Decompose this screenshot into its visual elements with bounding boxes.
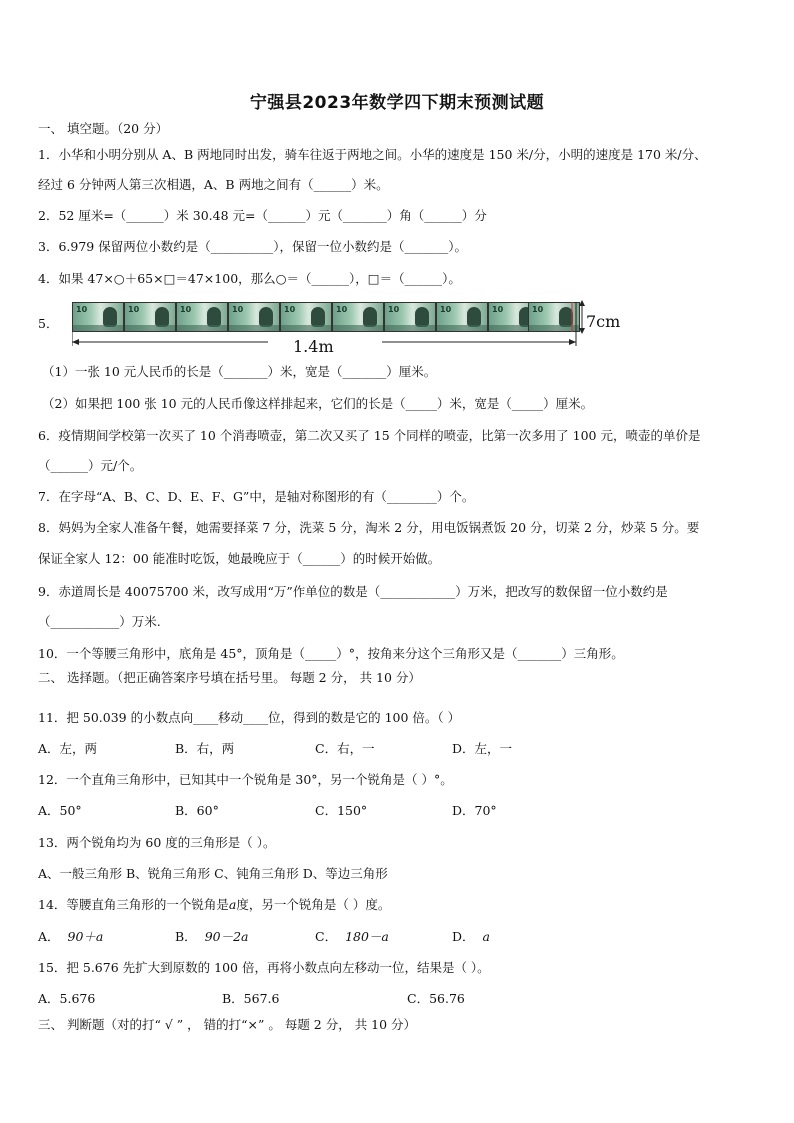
question-14-text-a: 14．等腰直角三角形的一个锐角是 bbox=[38, 897, 229, 912]
option-a[interactable]: A．50° bbox=[38, 803, 82, 818]
question-6-line-2: （______）元/个。 bbox=[38, 458, 143, 473]
section-1-heading: 一、 填空题。（20 分） bbox=[38, 121, 169, 136]
question-5-sub-1: （1）一张 10 元人民币的长是（_______）米，宽是（_______）厘米。 bbox=[42, 364, 437, 379]
option-b[interactable]: B． 90－2a bbox=[175, 929, 249, 944]
option-b[interactable]: B．右，两 bbox=[175, 741, 235, 756]
question-1-line-1: 1．小华和小明分别从 A、B 两地同时出发，骑车往返于两地之间。小华的速度是 150 米/分，小明的速度是 170 米/分、 bbox=[38, 147, 707, 162]
question-14 bbox=[38, 897, 390, 913]
option-c[interactable]: C．右，一 bbox=[315, 741, 375, 756]
banknote-value: 10 bbox=[180, 305, 192, 314]
question-8-line-1: 8．妈妈为全家人准备午餐，她需要择菜 7 分，洗菜 5 分，淘米 2 分，用电饭锅煮饭 20 分，切菜 2 分，炒菜 5 分。要 bbox=[38, 520, 700, 535]
banknote-value: 10 bbox=[284, 305, 296, 314]
section-2-heading: 二、 选择题。（把正确答案序号填在括号里。 每题 2 分， 共 10 分） bbox=[38, 670, 421, 685]
option-d[interactable]: D．70° bbox=[452, 803, 497, 818]
banknote-value: 10 bbox=[440, 305, 452, 314]
banknote-value: 10 bbox=[232, 305, 244, 314]
question-7: 7．在字母“A、B、C、D、E、F、G”中，是轴对称图形的有（________）个。 bbox=[38, 489, 475, 504]
question-13-options[interactable]: A、一般三角形 B、锐角三角形 C、钝角三角形 D、等边三角形 bbox=[38, 866, 388, 881]
width-arrow bbox=[578, 300, 586, 334]
question-9-line-2: （___________）万米. bbox=[38, 614, 161, 629]
banknote-value: 10 bbox=[388, 305, 400, 314]
option-c[interactable]: C．150° bbox=[315, 803, 368, 818]
question-6-line-1: 6．疫情期间学校第一次买了 10 个消毒喷壶，第二次又买了 15 个同样的喷壶，比第一次多用了 100 元，喷壶的单价是 bbox=[38, 428, 701, 443]
banknote-value: 10 bbox=[532, 305, 544, 314]
question-12: 12．一个直角三角形中，已知其中一个锐角是 30°，另一个锐角是（ ）°。 bbox=[38, 772, 453, 787]
option-b[interactable]: B．567.6 bbox=[222, 991, 280, 1006]
option-b[interactable]: B．60° bbox=[175, 803, 219, 818]
variable-a: a bbox=[228, 897, 237, 912]
question-10: 10．一个等腰三角形中，底角是 45°，顶角是（_____）°，按角来分这个三角形又是（_______）三角形。 bbox=[38, 646, 624, 661]
length-label: 1.4m bbox=[293, 337, 334, 356]
banknote-value: 10 bbox=[336, 305, 348, 314]
question-2: 2．52 厘米=（______）米 30.48 元=（______）元（_______）角（______）分 bbox=[38, 208, 487, 223]
option-c[interactable]: C．56.76 bbox=[407, 991, 465, 1006]
option-c[interactable]: C． 180－a bbox=[315, 929, 389, 944]
page-title: 宁强县2023年数学四下期末预测试题 bbox=[249, 93, 545, 113]
banknote-value: 10 bbox=[76, 305, 88, 314]
section-3-heading: 三、 判断题（对的打“ √ ” ， 错的打“×” 。 每题 2 分， 共 10 分） bbox=[38, 1017, 417, 1032]
question-11: 11．把 50.039 的小数点向____移动____位，得到的数是它的 100 倍。（ ） bbox=[38, 710, 461, 725]
option-a[interactable]: A．左，两 bbox=[38, 741, 98, 756]
banknote-value: 10 bbox=[128, 305, 140, 314]
question-1-line-2: 经过 6 分钟两人第三次相遇，A、B 两地之间有（______）米。 bbox=[38, 177, 389, 192]
question-13: 13．两个锐角均为 60 度的三角形是（ ）。 bbox=[38, 835, 276, 850]
question-9-line-1: 9．赤道周长是 40075700 米，改写成用“万”作单位的数是（____________）万米，把改写的数保留一位小数约是 bbox=[38, 584, 668, 599]
option-d[interactable]: D．左，一 bbox=[452, 741, 513, 756]
banknote-value: 10 bbox=[492, 305, 504, 314]
question-8-line-2: 保证全家人 12：00 能准时吃饭，她最晚应于（______）的时候开始做。 bbox=[38, 551, 441, 566]
option-a[interactable]: A．5.676 bbox=[38, 991, 96, 1006]
question-5-sub-2: （2）如果把 100 张 10 元的人民币像这样排起来，它们的长是（_____）米，宽是（_____）厘米。 bbox=[42, 396, 594, 411]
question-3: 3．6.979 保留两位小数约是（__________），保留一位小数约是（_______）。 bbox=[38, 239, 467, 254]
question-14-text-b: 度，另一个锐角是（ ）度。 bbox=[236, 897, 391, 912]
option-a[interactable]: A． 90＋a bbox=[38, 929, 104, 944]
question-4: 4．如果 47×○＋65×□＝47×100，那么○＝（______），□＝（______）。 bbox=[38, 271, 461, 286]
question-5-number: 5． bbox=[38, 316, 59, 331]
option-d[interactable]: D． a bbox=[452, 929, 490, 944]
width-label: 7cm bbox=[586, 312, 621, 331]
question-15: 15．把 5.676 先扩大到原数的 100 倍，再将小数点向左移动一位，结果是（ ）。 bbox=[38, 960, 490, 975]
